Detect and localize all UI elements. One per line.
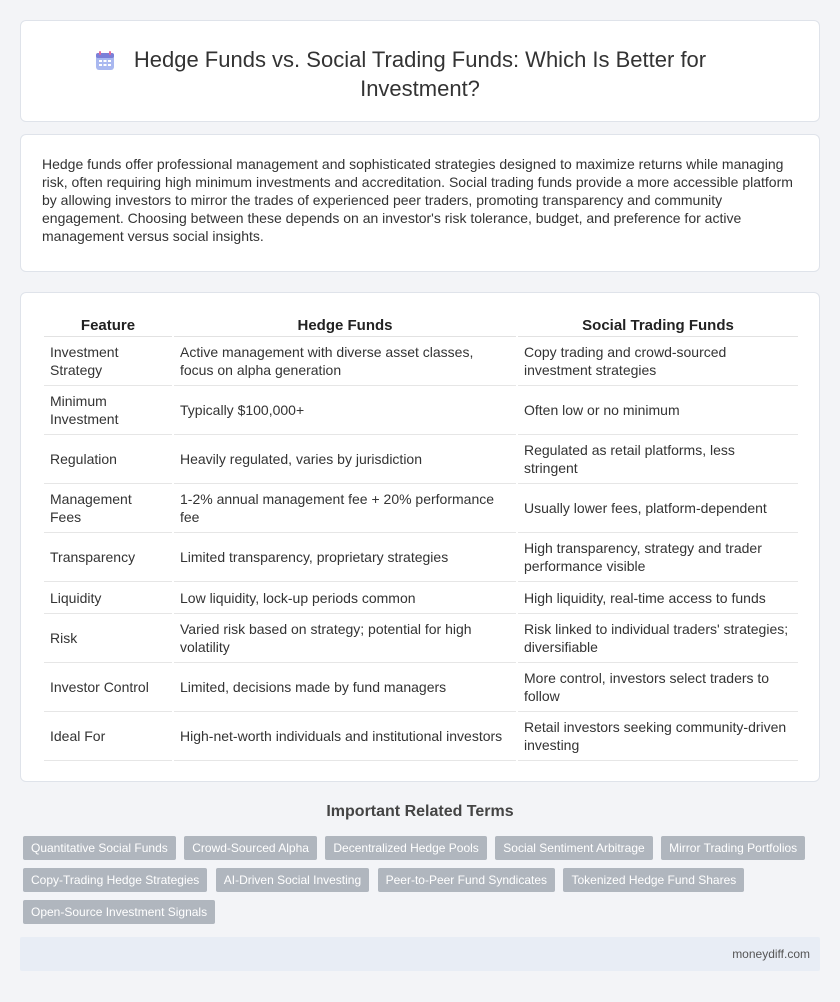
table-row [44,435,798,484]
feature-cell: Regulation [44,435,172,484]
header-social-trading-funds: Social Trading Funds [518,311,798,337]
social-cell: Usually lower fees, platform-dependent [518,484,798,533]
comparison-card [20,292,820,782]
table-row [44,337,798,386]
feature-cell: Liquidity [44,582,172,614]
feature-cell: Risk [44,614,172,663]
hedge-cell: High-net-worth individuals and institutional investors [174,712,516,761]
related-term-tag[interactable]: AI-Driven Social Investing [216,868,369,892]
related-term-tag[interactable]: Decentralized Hedge Pools [325,836,486,860]
table-header-row [44,311,798,337]
table-row [44,533,798,582]
table-row [44,582,798,614]
intro-card [20,134,820,272]
social-cell: High liquidity, real-time access to funds [518,582,798,614]
table-row [44,484,798,533]
footer [20,937,820,971]
hedge-cell: Limited transparency, proprietary strategies [174,533,516,582]
hedge-cell: Varied risk based on strategy; potential for high volatility [174,614,516,663]
header-feature: Feature [44,311,172,337]
social-cell: Often low or no minimum [518,386,798,435]
hedge-cell: Heavily regulated, varies by jurisdiction [174,435,516,484]
header-hedge-funds: Hedge Funds [174,311,516,337]
social-cell: Risk linked to individual traders' strategies; diversifiable [518,614,798,663]
related-term-tag[interactable]: Crowd-Sourced Alpha [184,836,317,860]
comparison-table [42,311,800,761]
social-cell: High transparency, strategy and trader performance visible [518,533,798,582]
related-term-tag[interactable]: Social Sentiment Arbitrage [495,836,652,860]
table-row [44,614,798,663]
feature-cell: Transparency [44,533,172,582]
title-wrap [21,45,819,103]
table-row [44,386,798,435]
title-card [20,20,820,122]
feature-cell: Management Fees [44,484,172,533]
feature-cell: Ideal For [44,712,172,761]
hedge-cell: 1-2% annual management fee + 20% performance fee [174,484,516,533]
related-term-tag[interactable]: Open-Source Investment Signals [23,900,215,924]
related-terms-list [23,836,823,932]
hedge-cell: Limited, decisions made by fund managers [174,663,516,712]
hedge-cell: Active management with diverse asset classes, focus on alpha generation [174,337,516,386]
feature-cell: Investment Strategy [44,337,172,386]
calendar-icon [93,49,117,73]
hedge-cell: Typically $100,000+ [174,386,516,435]
page-title: Hedge Funds vs. Social Trading Funds: Which Is Better for Investment? [133,47,707,101]
social-cell: Copy trading and crowd-sourced investment strategies [518,337,798,386]
site-link[interactable]: moneydiff.com [732,947,810,961]
social-cell: Retail investors seeking community-driven investing [518,712,798,761]
table-row [44,712,798,761]
related-terms-heading: Important Related Terms [326,803,514,820]
table-row [44,663,798,712]
social-cell: Regulated as retail platforms, less stringent [518,435,798,484]
related-term-tag[interactable]: Copy-Trading Hedge Strategies [23,868,207,892]
related-term-tag[interactable]: Peer-to-Peer Fund Syndicates [378,868,555,892]
intro-paragraph: Hedge funds offer professional management and sophisticated strategies designed to maximize returns while managing risk, often requiring high minimum investments and accreditation. Social trading funds provide a more accessible platform by allowing investors to mirror the trades of experienced peer traders, promoting transparency and community engagement. Choosing between these depends on an investor's risk tolerance, budget, and preference for active management versus social insights. [42,156,793,244]
social-cell: More control, investors select traders to follow [518,663,798,712]
feature-cell: Minimum Investment [44,386,172,435]
related-term-tag[interactable]: Quantitative Social Funds [23,836,176,860]
hedge-cell: Low liquidity, lock-up periods common [174,582,516,614]
related-term-tag[interactable]: Tokenized Hedge Fund Shares [563,868,744,892]
feature-cell: Investor Control [44,663,172,712]
related-term-tag[interactable]: Mirror Trading Portfolios [661,836,805,860]
